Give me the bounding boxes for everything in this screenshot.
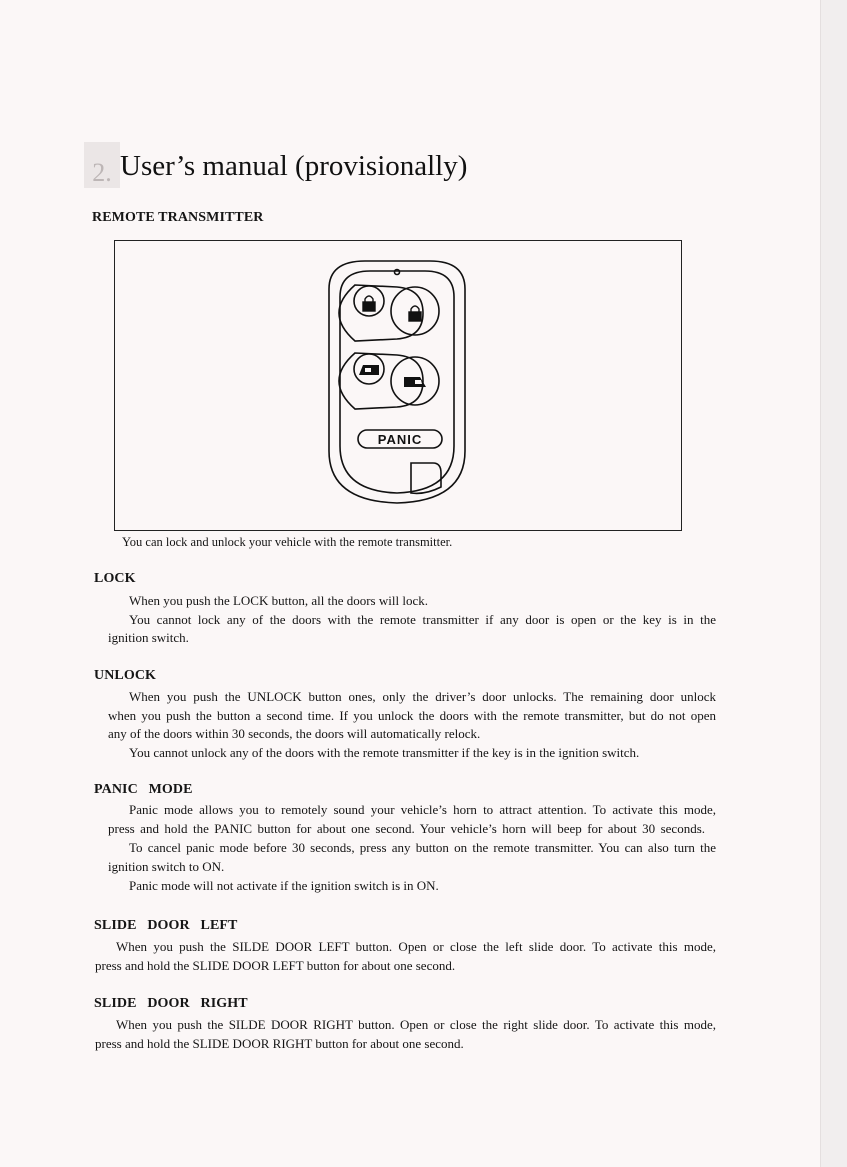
chapter-number: 2. [84, 142, 120, 188]
led-indicator [395, 270, 400, 275]
slide-left-line-2: press and hold the SLIDE DOOR LEFT button for about one second. [95, 958, 456, 973]
scan-page-edge [820, 0, 847, 1167]
panic-line-1: Panic mode allows you to remotely sound your vehicle’s horn to attract attention. To activate this mode, [129, 802, 716, 817]
page-title: User’s manual (provisionally) [120, 150, 468, 182]
panic-line-2: press and hold the PANIC button for about one second. Your vehicle’s horn will beep for about 30 seconds. [108, 821, 705, 836]
unlock-line-2: when you push the button a second time. If you unlock the doors with the remote transmitter, but do not open [108, 708, 716, 723]
remote-body-inner [340, 271, 454, 493]
panic-label: PANIC [377, 432, 423, 447]
unlock-line-1: When you push the UNLOCK button ones, only the driver’s door unlocks. The remaining door unlock [129, 689, 716, 704]
lock-icon [363, 296, 375, 311]
remote-figure [114, 240, 682, 531]
lock-line-2: You cannot lock any of the doors with the remote transmitter if any door is open or the key is in the [129, 612, 716, 627]
figure-caption: You can lock and unlock your vehicle with the remote transmitter. [122, 535, 453, 549]
panic-mode-heading: PANIC MODE [94, 782, 193, 797]
unlock-line-4: You cannot unlock any of the doors with the remote transmitter if the key is in the ignition switch. [129, 745, 640, 760]
lock-line-1: When you push the LOCK button, all the doors will lock. [129, 593, 428, 608]
panic-line-3: To cancel panic mode before 30 seconds, press any button on the remote transmitter. You can also turn the [129, 840, 716, 855]
unlock-heading: UNLOCK [94, 668, 157, 683]
slide-left-line-1: When you push the SILDE DOOR LEFT button. Open or close the left slide door. To activate this mode, [116, 939, 716, 954]
slide-right-line-2: press and hold the SLIDE DOOR RIGHT button for about one second. [95, 1036, 464, 1051]
unlock-line-3: any of the doors within 30 seconds, the doors will automatically relock. [108, 726, 481, 741]
remote-transmitter-illustration [115, 241, 680, 529]
left-slide-door-icon [359, 365, 379, 375]
slide-door-left-heading: SLIDE DOOR LEFT [94, 918, 238, 933]
remote-body-outer [329, 261, 465, 503]
remote-transmitter-heading: REMOTE TRANSMITTER [92, 210, 264, 225]
slide-door-left-button [354, 354, 384, 384]
panic-line-4: ignition switch to ON. [108, 859, 225, 874]
slide-right-line-1: When you push the SILDE DOOR RIGHT button. Open or close the right slide door. To activate this mode, [116, 1017, 716, 1032]
panic-line-5: Panic mode will not activate if the ignition switch is in ON. [129, 878, 439, 893]
lock-heading: LOCK [94, 571, 136, 586]
lock-line-3: ignition switch. [108, 630, 189, 645]
key-release-tab [411, 463, 441, 493]
lock-icon [409, 306, 421, 321]
slide-door-right-heading: SLIDE DOOR RIGHT [94, 996, 248, 1011]
